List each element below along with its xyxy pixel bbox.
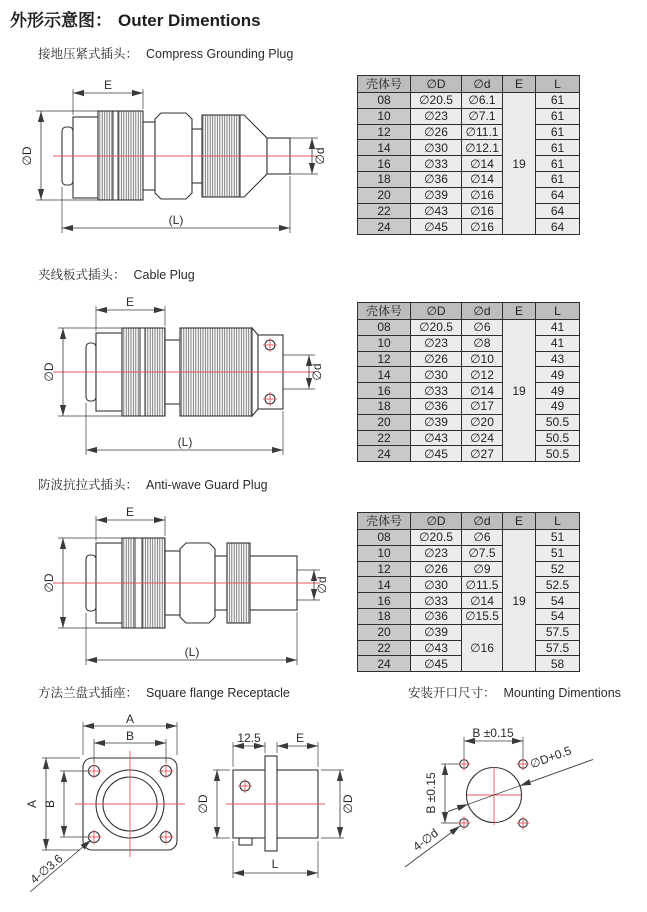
value-cell: 61 bbox=[536, 171, 580, 187]
row-header-shell-size: 24 bbox=[358, 219, 411, 235]
value-cell: ∅16 bbox=[462, 203, 503, 219]
value-cell: ∅43 bbox=[411, 640, 462, 656]
row-header-shell-size: 12 bbox=[358, 124, 411, 140]
column-header-dim-l: L bbox=[536, 513, 580, 530]
section-label-en: Anti-wave Guard Plug bbox=[146, 478, 268, 492]
row-header-shell-size: 18 bbox=[358, 171, 411, 187]
dimension-table-cable-plug bbox=[357, 302, 580, 462]
value-cell: 50.5 bbox=[536, 414, 580, 430]
column-header-dim-l: L bbox=[536, 303, 580, 320]
column-header-shell-size: 壳体号 bbox=[358, 303, 411, 320]
row-header-shell-size: 08 bbox=[358, 93, 411, 109]
value-cell: ∅33 bbox=[411, 156, 462, 172]
row-header-shell-size: 16 bbox=[358, 383, 411, 399]
value-cell: ∅45 bbox=[411, 446, 462, 462]
value-cell: 50.5 bbox=[536, 430, 580, 446]
row-header-shell-size: 24 bbox=[358, 656, 411, 672]
value-cell: 50.5 bbox=[536, 446, 580, 462]
value-cell: ∅45 bbox=[411, 656, 462, 672]
dim-label-big-diameter: ∅D bbox=[341, 794, 355, 814]
dim-label-big-diameter: ∅D bbox=[42, 362, 56, 382]
value-cell: 64 bbox=[536, 187, 580, 203]
value-cell: ∅7.1 bbox=[462, 108, 503, 124]
section-label-zh: 安装开口尺寸： bbox=[408, 686, 496, 700]
value-cell: 51 bbox=[536, 545, 580, 561]
plug-outline bbox=[62, 111, 290, 200]
section-label-compress-grounding-plug bbox=[38, 44, 293, 62]
value-cell: ∅26 bbox=[411, 124, 462, 140]
table-row bbox=[358, 367, 580, 383]
value-cell: ∅33 bbox=[411, 383, 462, 399]
value-cell: 41 bbox=[536, 335, 580, 351]
value-cell: 49 bbox=[536, 383, 580, 399]
value-cell: ∅16 bbox=[462, 624, 503, 671]
table-row bbox=[358, 140, 580, 156]
row-header-shell-size: 10 bbox=[358, 108, 411, 124]
value-cell: ∅6.1 bbox=[462, 93, 503, 109]
value-cell: ∅43 bbox=[411, 430, 462, 446]
value-cell: ∅26 bbox=[411, 351, 462, 367]
value-cell: ∅11.5 bbox=[462, 577, 503, 593]
column-header-shell-size: 壳体号 bbox=[358, 513, 411, 530]
dim-label-small-diameter: ∅d bbox=[315, 576, 329, 594]
row-header-shell-size: 10 bbox=[358, 335, 411, 351]
value-cell: ∅23 bbox=[411, 545, 462, 561]
value-cell: ∅16 bbox=[462, 187, 503, 203]
value-cell: 58 bbox=[536, 656, 580, 672]
table-row bbox=[358, 335, 580, 351]
value-cell: 57.5 bbox=[536, 640, 580, 656]
value-cell: ∅45 bbox=[411, 219, 462, 235]
dim-label-flange-offset: 12.5 bbox=[237, 731, 261, 745]
value-cell: ∅30 bbox=[411, 140, 462, 156]
dim-label-e: E bbox=[125, 505, 135, 519]
dim-label-b: B bbox=[43, 799, 57, 809]
section-label-square-flange-receptacle bbox=[38, 683, 290, 701]
table-row bbox=[358, 156, 580, 172]
table-row bbox=[358, 430, 580, 446]
table-row bbox=[358, 320, 580, 336]
row-header-shell-size: 22 bbox=[358, 430, 411, 446]
row-header-shell-size: 20 bbox=[358, 624, 411, 640]
column-header-inner-diameter: ∅d bbox=[462, 513, 503, 530]
value-cell: ∅16 bbox=[462, 219, 503, 235]
value-cell: ∅6 bbox=[462, 530, 503, 546]
value-cell: ∅12 bbox=[462, 367, 503, 383]
dim-label-length: (L) bbox=[177, 435, 193, 449]
drawing-anti-wave-guard-plug bbox=[15, 505, 345, 673]
value-cell: 52.5 bbox=[536, 577, 580, 593]
row-header-shell-size: 18 bbox=[358, 398, 411, 414]
value-cell: 61 bbox=[536, 108, 580, 124]
value-cell: ∅23 bbox=[411, 108, 462, 124]
dim-label-e: E bbox=[103, 78, 113, 92]
value-cell: ∅20.5 bbox=[411, 530, 462, 546]
table-row bbox=[358, 219, 580, 235]
table-row bbox=[358, 203, 580, 219]
row-header-shell-size: 18 bbox=[358, 608, 411, 624]
value-cell: ∅14 bbox=[462, 593, 503, 609]
value-cell: ∅7.5 bbox=[462, 545, 503, 561]
value-cell: 54 bbox=[536, 593, 580, 609]
value-cell: ∅36 bbox=[411, 171, 462, 187]
value-cell: ∅11.1 bbox=[462, 124, 503, 140]
column-header-inner-diameter: ∅d bbox=[462, 303, 503, 320]
dim-label-length: (L) bbox=[168, 213, 184, 227]
row-header-shell-size: 12 bbox=[358, 351, 411, 367]
dim-label-b-tolerance: B ±0.15 bbox=[472, 726, 514, 740]
value-cell: ∅36 bbox=[411, 398, 462, 414]
value-cell: 19 bbox=[503, 320, 536, 462]
value-cell: 52 bbox=[536, 561, 580, 577]
dim-label-e: E bbox=[295, 731, 305, 745]
page-title bbox=[10, 6, 261, 31]
section-label-en: Compress Grounding Plug bbox=[146, 47, 294, 61]
table-row bbox=[358, 108, 580, 124]
table-row bbox=[358, 530, 580, 546]
table-row bbox=[358, 577, 580, 593]
dim-label-e: E bbox=[125, 295, 135, 309]
dim-label-length: (L) bbox=[184, 645, 200, 659]
value-cell: 49 bbox=[536, 398, 580, 414]
value-cell: 19 bbox=[503, 93, 536, 235]
value-cell: ∅6 bbox=[462, 320, 503, 336]
dim-label-mount-holes: 4-∅d bbox=[410, 825, 441, 854]
drawing-cable-plug bbox=[15, 295, 345, 463]
section-label-mounting-dimensions bbox=[408, 683, 621, 701]
row-header-shell-size: 20 bbox=[358, 187, 411, 203]
value-cell: ∅9 bbox=[462, 561, 503, 577]
section-label-en: Mounting Dimentions bbox=[503, 686, 621, 700]
value-cell: ∅15.5 bbox=[462, 608, 503, 624]
table-row bbox=[358, 187, 580, 203]
dim-label-mount-holes: 4-∅3.6 bbox=[27, 851, 66, 887]
value-cell: 41 bbox=[536, 320, 580, 336]
dim-label-a: A bbox=[25, 799, 39, 809]
column-header-dim-e: E bbox=[503, 76, 536, 93]
value-cell: ∅8 bbox=[462, 335, 503, 351]
value-cell: 61 bbox=[536, 124, 580, 140]
section-label-anti-wave-guard-plug bbox=[38, 475, 268, 493]
dim-label-big-diameter: ∅D bbox=[196, 794, 210, 814]
table-row bbox=[358, 414, 580, 430]
column-header-inner-diameter: ∅d bbox=[462, 76, 503, 93]
value-cell: ∅14 bbox=[462, 171, 503, 187]
page-title-zh: 外形示意图： bbox=[10, 11, 112, 30]
dim-label-big-diameter: ∅D bbox=[20, 146, 34, 166]
section-label-cable-plug bbox=[38, 265, 195, 283]
table-header-row bbox=[358, 513, 580, 530]
column-header-dim-e: E bbox=[503, 513, 536, 530]
column-header-shell-size: 壳体号 bbox=[358, 76, 411, 93]
dim-label-opening-diameter: ∅D+0.5 bbox=[528, 743, 574, 772]
dim-label-b-tolerance: B ±0.15 bbox=[424, 772, 438, 814]
value-cell: ∅39 bbox=[411, 187, 462, 203]
dim-label-big-diameter: ∅D bbox=[42, 573, 56, 593]
value-cell: ∅17 bbox=[462, 398, 503, 414]
value-cell: 64 bbox=[536, 203, 580, 219]
row-header-shell-size: 12 bbox=[358, 561, 411, 577]
dim-label-a: A bbox=[125, 712, 135, 726]
row-header-shell-size: 22 bbox=[358, 640, 411, 656]
dim-label-length: L bbox=[271, 857, 279, 871]
value-cell: ∅43 bbox=[411, 203, 462, 219]
section-label-zh: 方法兰盘式插座： bbox=[38, 686, 139, 700]
page-title-en: Outer Dimentions bbox=[118, 11, 261, 30]
row-header-shell-size: 14 bbox=[358, 577, 411, 593]
value-cell: 57.5 bbox=[536, 624, 580, 640]
column-header-outer-diameter: ∅D bbox=[411, 76, 462, 93]
value-cell: ∅20.5 bbox=[411, 93, 462, 109]
row-header-shell-size: 14 bbox=[358, 367, 411, 383]
receptacle-side-view bbox=[196, 731, 355, 878]
flange-front-view bbox=[25, 712, 185, 892]
value-cell: ∅20.5 bbox=[411, 320, 462, 336]
row-header-shell-size: 10 bbox=[358, 545, 411, 561]
table-header-row bbox=[358, 303, 580, 320]
value-cell: ∅20 bbox=[462, 414, 503, 430]
dim-label-small-diameter: ∅d bbox=[310, 363, 324, 381]
row-header-shell-size: 08 bbox=[358, 320, 411, 336]
column-header-dim-e: E bbox=[503, 303, 536, 320]
table-row bbox=[358, 608, 580, 624]
value-cell: 64 bbox=[536, 219, 580, 235]
value-cell: ∅30 bbox=[411, 577, 462, 593]
value-cell: ∅14 bbox=[462, 156, 503, 172]
value-cell: ∅39 bbox=[411, 624, 462, 640]
row-header-shell-size: 16 bbox=[358, 593, 411, 609]
value-cell: 51 bbox=[536, 530, 580, 546]
value-cell: ∅33 bbox=[411, 593, 462, 609]
value-cell: ∅14 bbox=[462, 383, 503, 399]
row-header-shell-size: 20 bbox=[358, 414, 411, 430]
column-header-outer-diameter: ∅D bbox=[411, 513, 462, 530]
section-label-zh: 防波抗拉式插头： bbox=[38, 478, 139, 492]
table-row bbox=[358, 351, 580, 367]
value-cell: ∅39 bbox=[411, 414, 462, 430]
table-row bbox=[358, 124, 580, 140]
section-label-en: Cable Plug bbox=[133, 268, 195, 282]
drawing-flange-and-mounting bbox=[0, 712, 647, 912]
value-cell: ∅23 bbox=[411, 335, 462, 351]
row-header-shell-size: 14 bbox=[358, 140, 411, 156]
mounting-hole-pattern bbox=[405, 726, 593, 867]
value-cell: ∅24 bbox=[462, 430, 503, 446]
value-cell: 49 bbox=[536, 367, 580, 383]
column-header-dim-l: L bbox=[536, 76, 580, 93]
dim-label-b: B bbox=[125, 729, 135, 743]
value-cell: ∅36 bbox=[411, 608, 462, 624]
value-cell: 54 bbox=[536, 608, 580, 624]
value-cell: 19 bbox=[503, 530, 536, 672]
row-header-shell-size: 16 bbox=[358, 156, 411, 172]
row-header-shell-size: 22 bbox=[358, 203, 411, 219]
value-cell: ∅30 bbox=[411, 367, 462, 383]
table-row bbox=[358, 398, 580, 414]
value-cell: ∅27 bbox=[462, 446, 503, 462]
section-label-zh: 夹线板式插头： bbox=[38, 268, 126, 282]
row-header-shell-size: 24 bbox=[358, 446, 411, 462]
row-header-shell-size: 08 bbox=[358, 530, 411, 546]
table-row bbox=[358, 93, 580, 109]
value-cell: 61 bbox=[536, 93, 580, 109]
section-label-zh: 接地压紧式插头： bbox=[38, 47, 139, 61]
drawing-compress-grounding-plug bbox=[15, 75, 345, 240]
table-row bbox=[358, 545, 580, 561]
table-row bbox=[358, 561, 580, 577]
section-label-en: Square flange Receptacle bbox=[146, 686, 290, 700]
table-row bbox=[358, 383, 580, 399]
table-row bbox=[358, 624, 580, 640]
table-header-row bbox=[358, 76, 580, 93]
table-row bbox=[358, 171, 580, 187]
dim-label-small-diameter: ∅d bbox=[313, 147, 327, 165]
dimension-table-compress-grounding-plug bbox=[357, 75, 580, 235]
value-cell: 61 bbox=[536, 156, 580, 172]
value-cell: 61 bbox=[536, 140, 580, 156]
value-cell: ∅10 bbox=[462, 351, 503, 367]
value-cell: ∅26 bbox=[411, 561, 462, 577]
table-row bbox=[358, 593, 580, 609]
table-row bbox=[358, 446, 580, 462]
dimension-table-anti-wave-guard-plug bbox=[357, 512, 580, 672]
column-header-outer-diameter: ∅D bbox=[411, 303, 462, 320]
value-cell: ∅12.1 bbox=[462, 140, 503, 156]
value-cell: 43 bbox=[536, 351, 580, 367]
